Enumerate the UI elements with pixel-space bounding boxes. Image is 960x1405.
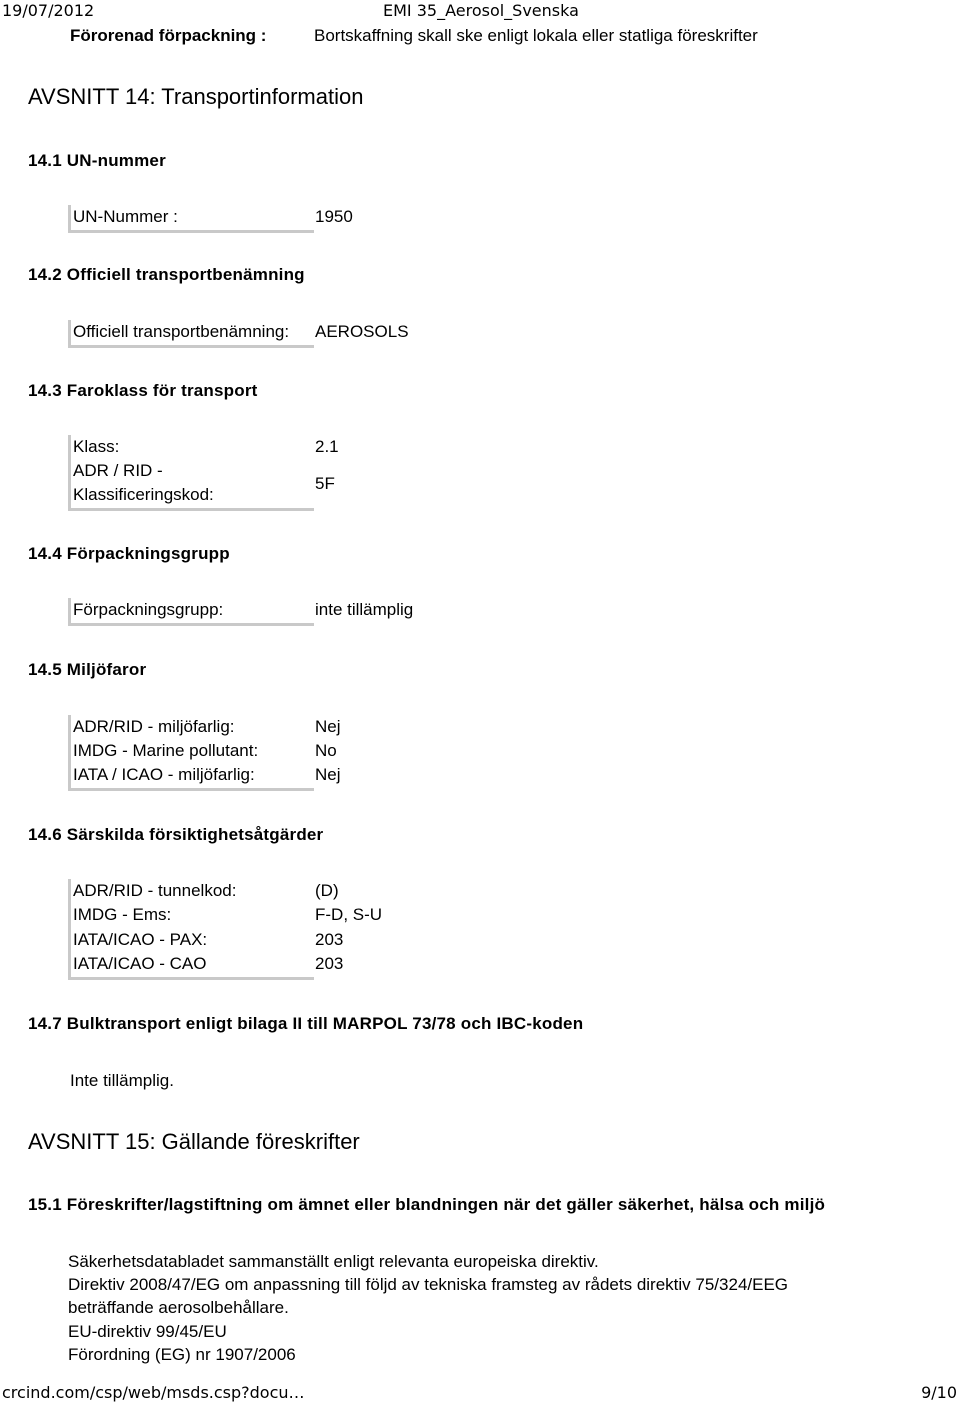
- environmental-hazards-label-box: [68, 715, 314, 791]
- shipping-name-label: Officiell transportbenämning:: [73, 322, 290, 341]
- env-hazard-value-adr: Nej: [315, 717, 341, 736]
- bulk-transport-text: Inte tillämplig.: [70, 1071, 174, 1090]
- regulation-line-5: Förordning (EG) nr 1907/2006: [68, 1345, 296, 1364]
- precaution-label-tunnel: ADR/RID - tunnelkod:: [73, 881, 237, 900]
- un-number-value: 1950: [315, 207, 353, 226]
- page-number: 9/10: [921, 1383, 957, 1402]
- subsection-14-7-heading: 14.7 Bulktransport enligt bilaga II till MARPOL 73/78 och IBC-koden: [28, 1014, 584, 1033]
- hazard-class-label-box: [68, 435, 314, 511]
- packing-group-label-box: [68, 598, 314, 626]
- section-15-title: AVSNITT 15: Gällande föreskrifter: [28, 1129, 360, 1154]
- contaminated-packaging-value: Bortskaffning skall ske enligt lokala eller statliga föreskrifter: [314, 26, 758, 45]
- adr-classification-label-line1: ADR / RID -: [73, 461, 163, 480]
- subsection-14-4-heading: 14.4 Förpackningsgrupp: [28, 544, 230, 563]
- env-hazard-value-iata: Nej: [315, 765, 341, 784]
- precaution-value-ems: F-D, S-U: [315, 905, 383, 924]
- env-hazard-value-imdg: No: [315, 741, 337, 760]
- regulation-line-4: EU-direktiv 99/45/EU: [68, 1322, 227, 1341]
- regulation-line-2: Direktiv 2008/47/EG om anpassning till följd av tekniska framsteg av rådets direktiv 75/324/EEG: [68, 1275, 789, 1294]
- precaution-label-pax: IATA/ICAO - PAX:: [73, 930, 208, 949]
- adr-classification-label-line2: Klassificeringskod:: [73, 485, 214, 504]
- env-hazard-label-iata: IATA / ICAO - miljöfarlig:: [73, 765, 255, 784]
- subsection-14-6-heading: 14.6 Särskilda försiktighetsåtgärder: [28, 825, 324, 844]
- footer-url: crcind.com/csp/web/msds.csp?docu…: [2, 1383, 305, 1402]
- subsection-14-1-heading: 14.1 UN-nummer: [28, 151, 166, 170]
- un-number-label-box: [68, 205, 314, 233]
- contaminated-packaging-label: Förorenad förpackning :: [70, 26, 267, 45]
- env-hazard-label-adr: ADR/RID - miljöfarlig:: [73, 717, 235, 736]
- un-number-label: UN-Nummer :: [73, 207, 178, 226]
- class-label: Klass:: [73, 437, 120, 456]
- env-hazard-label-imdg: IMDG - Marine pollutant:: [73, 741, 259, 760]
- precaution-value-cao: 203: [315, 954, 344, 973]
- print-date: 19/07/2012: [2, 1, 95, 20]
- precaution-value-tunnel: (D): [315, 881, 339, 900]
- subsection-15-1-heading: 15.1 Föreskrifter/lagstiftning om ämnet eller blandningen när det gäller säkerhet, hälsa och miljö: [28, 1195, 826, 1214]
- shipping-name-label-box: [68, 320, 314, 348]
- document-title: EMI 35_Aerosol_Svenska: [383, 1, 579, 20]
- packing-group-label: Förpackningsgrupp:: [73, 600, 224, 619]
- regulation-line-3: beträffande aerosolbehållare.: [68, 1298, 289, 1317]
- shipping-name-value: AEROSOLS: [315, 322, 409, 341]
- class-value: 2.1: [315, 437, 339, 456]
- subsection-14-3-heading: 14.3 Faroklass för transport: [28, 381, 258, 400]
- precaution-value-pax: 203: [315, 930, 344, 949]
- precaution-label-cao: IATA/ICAO - CAO: [73, 954, 207, 973]
- section-14-title: AVSNITT 14: Transportinformation: [28, 84, 364, 109]
- precaution-label-ems: IMDG - Ems:: [73, 905, 172, 924]
- adr-classification-value: 5F: [315, 474, 335, 493]
- regulation-line-1: Säkerhetsdatabladet sammanställt enligt relevanta europeiska direktiv.: [68, 1252, 599, 1271]
- packing-group-value: inte tillämplig: [315, 600, 414, 619]
- subsection-14-2-heading: 14.2 Officiell transportbenämning: [28, 265, 305, 284]
- special-precautions-label-box: [68, 879, 314, 980]
- subsection-14-5-heading: 14.5 Miljöfaror: [28, 660, 147, 679]
